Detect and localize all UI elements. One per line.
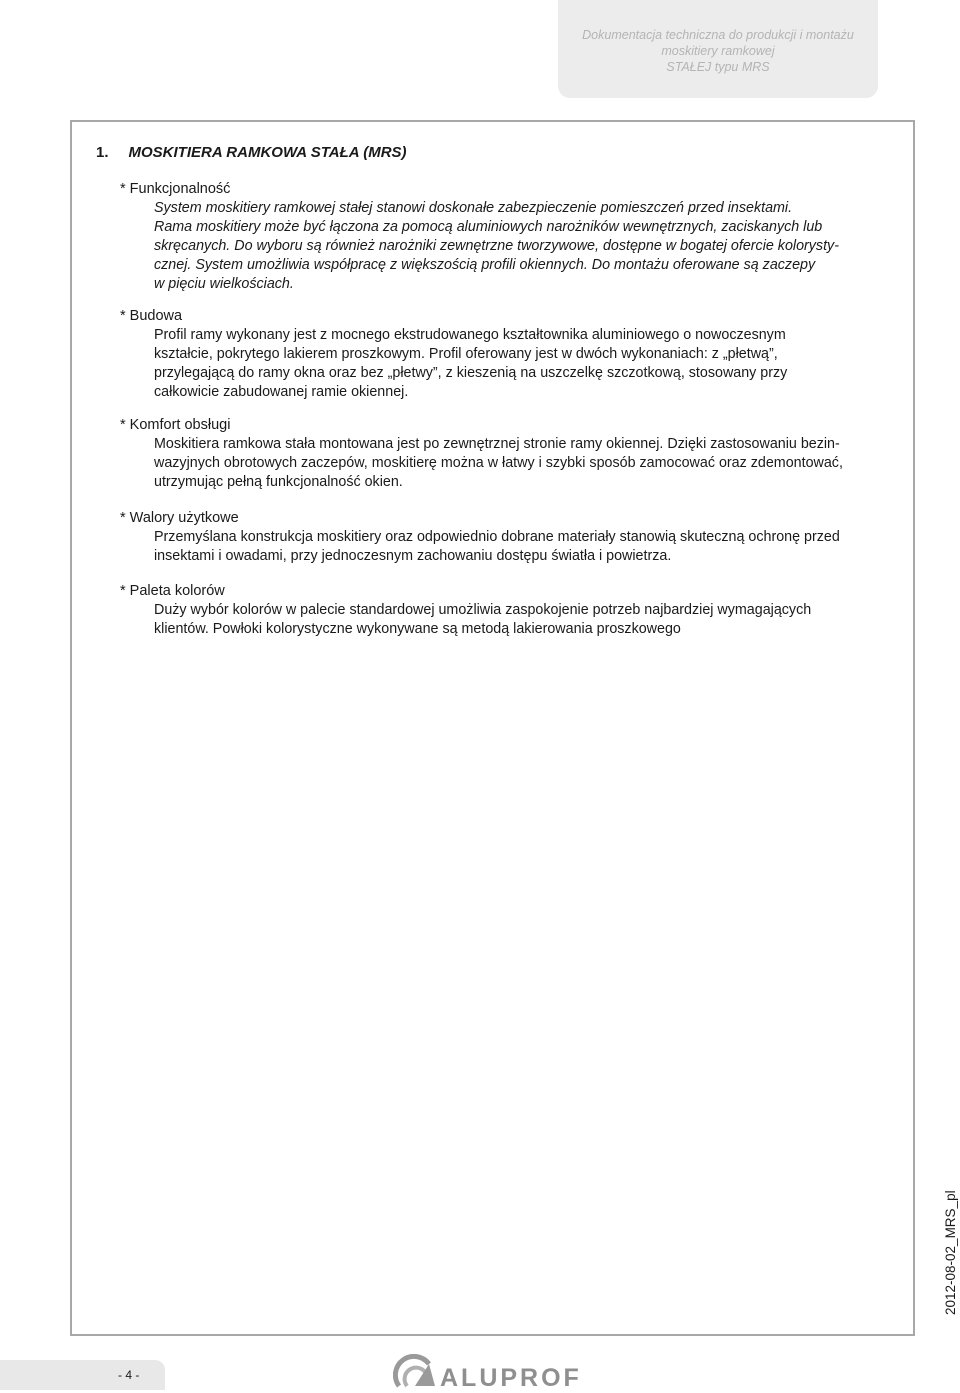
page-number: - 4 - bbox=[118, 1368, 140, 1382]
section-funkcjonalnosc bbox=[120, 180, 880, 294]
body-line: cznej. System umożliwia współpracę z większością profili okiennych. Do montażu oferowane są zaczepy bbox=[154, 257, 816, 273]
body-line: Moskitiera ramkowa stała montowana jest po zewnętrznej stronie ramy okiennej. Dzięki zastosowaniu bezin- bbox=[154, 436, 840, 452]
section-body bbox=[154, 601, 880, 639]
section-body bbox=[154, 435, 880, 492]
section-title: * Paleta kolorów bbox=[120, 583, 225, 599]
section-body bbox=[154, 199, 880, 294]
body-line: Przemyślana konstrukcja moskitiery oraz odpowiednio dobrane materiały stanowią skuteczną ochronę przed bbox=[154, 529, 840, 545]
logo-wordmark: ALUPROF bbox=[440, 1364, 582, 1392]
section-title: * Funkcjonalność bbox=[120, 181, 231, 197]
body-line: w pięciu wielkościach. bbox=[154, 276, 294, 292]
header-line-3: STAŁEJ typu MRS bbox=[666, 60, 770, 74]
header-line-2: moskitiery ramkowej bbox=[661, 44, 775, 58]
section-body bbox=[154, 326, 880, 402]
body-line: całkowicie zabudowanej ramie okiennej. bbox=[154, 384, 409, 400]
section-title: * Budowa bbox=[120, 308, 183, 324]
body-line: Duży wybór kolorów w palecie standardowej umożliwia zaspokojenie potrzeb najbardziej wymagających bbox=[154, 602, 812, 618]
section-body bbox=[154, 528, 880, 566]
section-walory-uzytkowe bbox=[120, 509, 880, 566]
section-heading bbox=[96, 144, 407, 161]
heading-number: 1. bbox=[96, 144, 109, 161]
body-line: przylegającą do ramy okna oraz bez „płetwy”, z kieszenią na uszczelkę szczotkową, stosowany przy bbox=[154, 365, 788, 381]
body-line: utrzymując pełną funkcjonalność okien. bbox=[154, 474, 403, 490]
content-frame bbox=[70, 120, 915, 1336]
section-title: * Komfort obsługi bbox=[120, 417, 231, 433]
section-title: * Walory użytkowe bbox=[120, 510, 239, 526]
section-komfort-obslugi bbox=[120, 416, 880, 492]
body-line: kształcie, pokrytego lakierem proszkowym. Profil oferowany jest w dwóch wykonaniach: z „płetwą”, bbox=[154, 346, 778, 362]
body-line: Rama moskitiery może być łączona za pomocą aluminiowych narożników wewnętrznych, zaciskanych lub bbox=[154, 219, 823, 235]
section-budowa bbox=[120, 307, 880, 402]
body-line: System moskitiery ramkowej stałej stanowi doskonałe zabezpieczenie pomieszczeń przed insektami. bbox=[154, 200, 793, 216]
body-line: skręcanych. Do wyboru są również narożniki zewnętrzne tworzywowe, dostępne w bogatej ofercie kolorysty- bbox=[154, 238, 839, 254]
section-paleta-kolorow bbox=[120, 582, 880, 639]
document-code-stamp: 2012-08-02_MRS_pl bbox=[943, 1190, 958, 1315]
heading-title: MOSKITIERA RAMKOWA STAŁA (MRS) bbox=[128, 144, 407, 161]
document-header-tab bbox=[558, 0, 878, 98]
body-line: insektami i owadami, przy jednoczesnym zachowaniu dostępu światła i powietrza. bbox=[154, 548, 672, 564]
header-line-1: Dokumentacja techniczna do produkcji i montażu bbox=[582, 28, 854, 42]
body-line: wazyjnych obrotowych zaczepów, moskitierę można w łatwy i szybki sposób zamocować oraz zdemontować, bbox=[154, 455, 843, 471]
body-line: Profil ramy wykonany jest z mocnego ekstrudowanego kształtownika aluminiowego o nowoczesnym bbox=[154, 327, 786, 343]
body-line: klientów. Powłoki kolorystyczne wykonywane są metodą lakierowania proszkowego bbox=[154, 621, 681, 637]
page-number-box bbox=[0, 1360, 165, 1390]
